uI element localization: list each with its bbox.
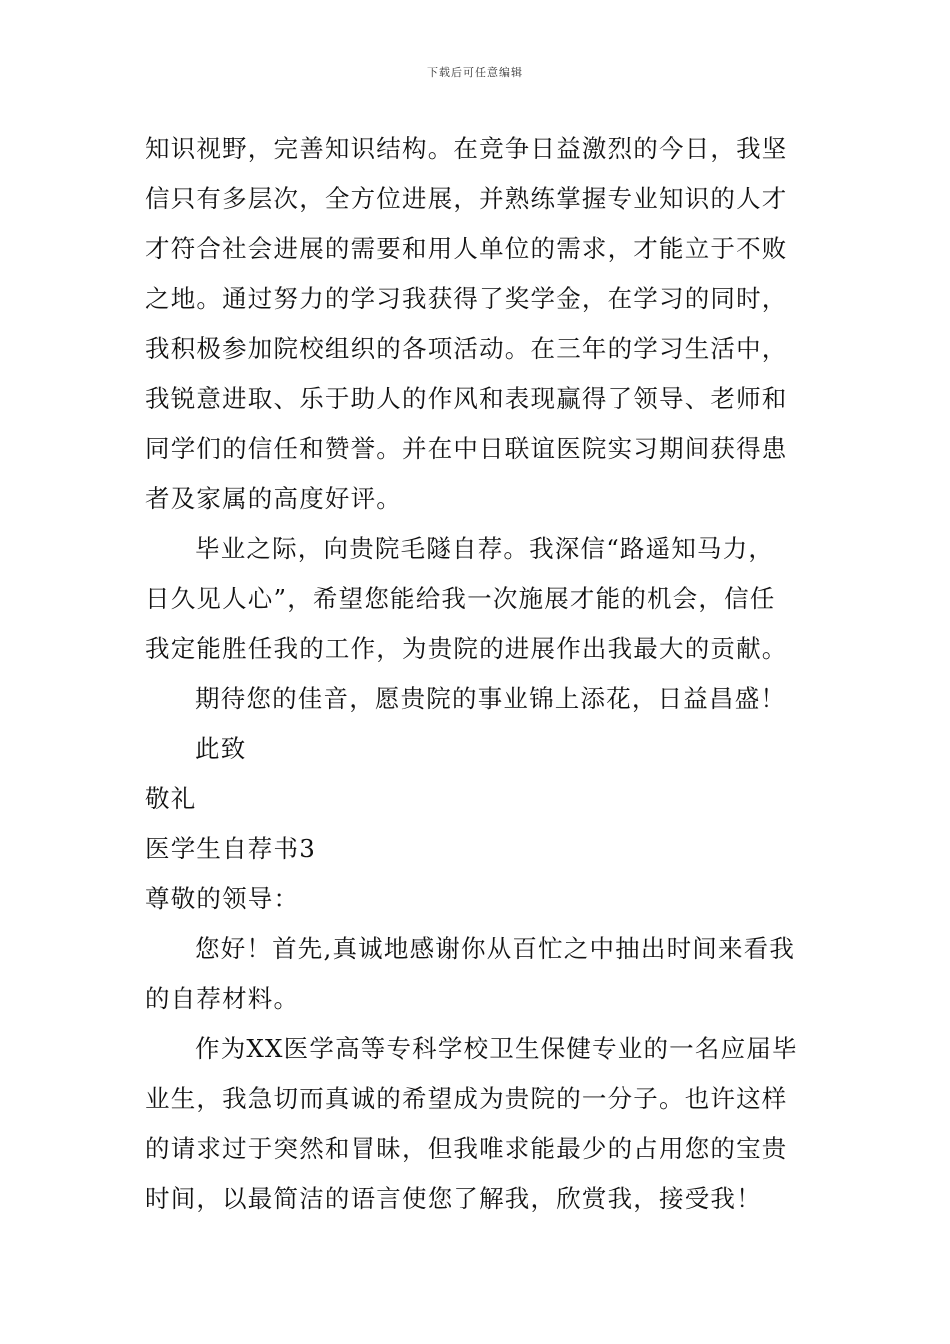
text-line: 毕业之际，向贵院毛隧自荐。我深信“路遥知马力， (195, 534, 775, 563)
text-line: 作为XX医学高等专科学校卫生保健专业的一名应届毕 (195, 1034, 798, 1063)
text-line: 者及家属的高度好评。 (145, 484, 402, 513)
text-line: 日久见人心”，希望您能给我一次施展才能的机会，信任 (145, 584, 776, 613)
text-line: 我定能胜任我的工作，为贵院的进展作出我最大的贡献。 (145, 634, 788, 663)
text-line: 的请求过于突然和冒昧，但我唯求能最少的占用您的宝贵 (145, 1134, 788, 1163)
text-line: 您好！首先,真诚地感谢你从百忙之中抽出时间来看我 (195, 934, 796, 963)
text-line: 的自荐材料。 (145, 984, 300, 1013)
text-line: 信只有多层次，全方位进展，并熟练掌握专业知识的人才 (145, 184, 788, 213)
closing-regards: 敬礼 (145, 784, 197, 813)
greeting: 尊敬的领导： (145, 884, 300, 913)
text-line: 知识视野，完善知识结构。在竞争日益激烈的今日，我坚 (145, 134, 788, 163)
text-line: 同学们的信任和赞誉。并在中日联谊医院实习期间获得患 (145, 434, 788, 463)
document-body (145, 124, 810, 1224)
page-header-note: 下载后可任意编辑 (427, 66, 523, 79)
section-title: 医学生自荐书3 (145, 834, 316, 863)
text-line: 时间，以最简洁的语言使您了解我，欣赏我，接受我！ (145, 1184, 762, 1213)
text-line: 才符合社会进展的需要和用人单位的需求，才能立于不败 (145, 234, 788, 263)
text-line: 期待您的佳音，愿贵院的事业锦上添花，日益昌盛！ (195, 684, 787, 713)
text-line: 之地。通过努力的学习我获得了奖学金，在学习的同时， (145, 284, 788, 313)
text-line: 我积极参加院校组织的各项活动。在三年的学习生活中， (145, 334, 788, 363)
text-line: 业生，我急切而真诚的希望成为贵院的一分子。也许这样 (145, 1084, 788, 1113)
text-line: 我锐意进取、乐于助人的作风和表现赢得了领导、老师和 (145, 384, 788, 413)
closing-salutation: 此致 (195, 734, 247, 763)
